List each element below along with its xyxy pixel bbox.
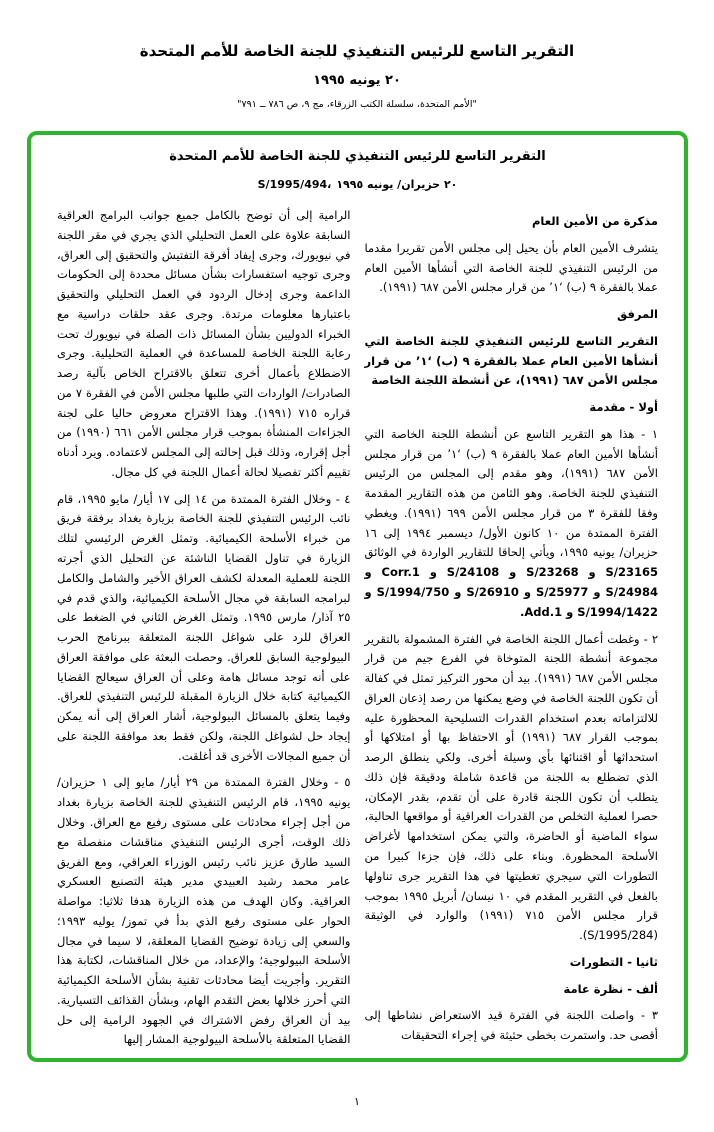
document-header [0,0,714,110]
paragraph-4: ٤ - وخلال الفترة الممتدة من ١٤ إلى ١٧ أيار/ مايو ١٩٩٥، قام نائب الرئيس التنفيذي للجنة الخاصة بزيارة بغداد برفقة فريق من خبراء الأسلحة الكيميائية. وتمثل الغرض الرئيسي لتلك الزيارة في تناول القضايا الناشئة عن التحليل الذي أجرته اللجنة للعملية المعدلة لكشف العراق الأخير والشامل والكامل لبرامجه السابقة في مجال الأسلحة الكيميائية، والذي قدم في ٢٥ آذار/ مارس ١٩٩٥. وتمثل الغرض الثاني في الضغط على العراق للرد على شواغل اللجنة المتعلقة ببرنامج الحرب البيولوجية السابق للعراق. وحصلت البعثة على موافقة العراق على أنه توجد مسائل هامة وعلى أن العراق سيعالج القضايا الكيميائية كتابة خلال الزيارة المقبلة للرئيس التنفيذي للعراق. وفيما يتعلق بالمسائل البيولوجية، أشار العراق إلى أنه يمكن إيجاد حل لشواغل اللجنة، ولكن فقط بعد موافقة اللجنة على أن جميع المجالات الأخرى قد أغلقت. [57,491,351,763]
columns [57,206,658,1057]
document-date: ٢٠ حزيران/ يونيه ١٩٩٥ [336,178,458,191]
heading-overview: ألف - نظرة عامة [563,981,658,996]
paragraph-3-continued: الرامية إلى أن توضح بالكامل جميع جوانب البرامج العراقية السابقة علاوة على العمل التحليلي الذي يجري في مقر اللجنة في نيويورك، وجرى إيفاد أفرقة التفتيش والتحقيق إلى العراق، وجرى توجيه استفسارات بشأن مسائل محددة إلى الحكومات الداعمة وجرى إدخال الردود في العمل التحليلي والتحقيق باعتبارها معلومات مرتدة. وجرى عقد حلقات دراسية مع الخبراء الدوليين بشأن المسائل ذات الصلة في نيويورك تحت رعاية اللجنة الخاصة للمساعدة في العملية التحليلية. وجرى الاضطلاع بأعمال أخرى تتعلق بالاقتراح الخاص بآلية رصد الصادرات/ الواردات التي طلبها مجلس الأمن في الفقرة ٧ من قراره ٧١٥ (١٩٩١). وهذا الاقتراح معروض حاليا على لجنة الجزاءات المنشأة بموجب قرار مجلس الأمن ٦٦١ (١٩٩٠) من أجل إقراره، وذلك قبل إحالته إلى المجلس لاعتماده. ويرد أدناه تقييم أكثر تفصيلا لحالة أعمال اللجنة في كل مجال. [57,208,351,479]
paragraph-2: ٢ - وغطت أعمال اللجنة الخاصة في الفترة المشمولة بالتقرير مجموعة أنشطة اللجنة المتوخاة في الفرع جيم من قرار مجلس الأمن ٦٨٧ (١٩٩١). بيد أن محور التركيز تمثل في كفالة أن تكون اللجنة الخاصة في وضع يمكنها من رصد إذعان العراق للالتزاماته بعدم استخدام القدرات التسليحية المحظورة عليه بموجب القرار ٦٨٧ (١٩٩١) أو الاحتفاظ بها أو امتلاكها أو استحداثها أو اقتنائها بأي وسيلة أخرى. ولكي ينطلق الرصد الذي تضطلع به اللجنة من قاعدة شاملة ودقيقة فإن ذلك يتطلب أن تكون اللجنة قادرة على أن تقدم، بقدر الإمكان، حصرا لعملية التخلص من القدرات العراقية أو مواقعها الحالية، سواء الماضية أو الحاضرة، والتي يمكن استخدامها لأغراض الأسلحة المحظورة. وبناء على ذلك، فإن جزءا كبيرا من التطورات التي سيجري تغطيتها في هذا التقرير جرى تناولها بالفعل في التقرير المقدم في ١٠ نيسان/ أبريل ١٩٩٥ بموجب قرار مجلس الأمن ٧١٥ (١٩٩١) والوارد في الوثيقة (S/1995/284). [364,631,658,943]
heading-note-sg: مذكرة من الأمين العام [531,214,658,228]
annex-title-paragraph: التقرير التاسع للرئيس التنفيذي للجنة الخاصة التي أنشأها الأمين العام عملا بالفقرة ٩ (ب) ‘١’ من قرار مجلس الأمن ٦٨٧ (١٩٩١)، عن أنشطة اللجنة الخاصة [364,333,658,388]
note-paragraph: يتشرف الأمين العام بأن يحيل إلى مجلس الأمن تقريرا مقدما من الرئيس التنفيذي للجنة الخاصة التي أنشأها الأمين العام عملا بالفقرة ٩ (ب) ‘١’ من قرار مجلس الأمن ٦٨٧ (١٩٩١). [364,240,658,295]
document-symbol: S/1995/494، [257,178,332,191]
paragraph-1-symbols: S/23165 و S/23268 و S/24108 و Corr.1 و S/24984 و S/25977 و S/26910 و S/1994/750 و S/1994/1422 و Add.1. [364,565,659,619]
paragraph-3: ٣ - واصلت اللجنة في الفترة قيد الاستعراض نشاطها إلى أقصى حد. واستمرت بخطى حثيثة في إجراء التحقيقات [364,1008,658,1043]
heading-intro: أولا - مقدمة [589,400,658,415]
document-frame [27,131,688,1062]
paragraph-1 [365,425,659,623]
column-right [365,206,659,1057]
page-title: التقرير التاسع للرئيس التنفيذي للجنة الخاصة للأمم المتحدة [139,42,575,60]
page-number: ١ [354,1095,360,1108]
column-left [57,206,351,1057]
header-source-line: "الأمم المتحدة، سلسلة الكتب الزرقاء، مج ٩، ص ٧٨٦ ــ ٧٩١" [237,99,477,110]
document-symbol-line [57,178,658,191]
heading-developments: ثانيا - التطورات [569,954,658,969]
document-title: التقرير التاسع للرئيس التنفيذي للجنة الخاصة للأمم المتحدة [169,149,546,164]
paragraph-5: ٥ - وخلال الفترة الممتدة من ٢٩ أيار/ مايو إلى ١ حزيران/ يونيه ١٩٩٥، قام الرئيس التنفيذي للجنة الخاصة بزيارة بغداد من أجل إجراء محادثات على مستوى رفيع مع العراق. وخلال ذلك الوقت، أجرى الرئيس التنفيذي مناقشات منفصلة مع السيد طارق عزيز نائب رئيس الوزراء العراقي، ومع الفريق عامر محمد رشيد العبيدي مدير هيئة التصنيع العسكري العراقية. وكان الهدف من هذه الزيارة هدفا ثلاثيا: مواصلة الحوار على مستوى رفيع الذي بدأ في تموز/ يوليه ١٩٩٣؛ والسعي إلى زيادة توضيح القضايا المعلقة، لا سيما في مجال الأسلحة البيولوجية؛ والإعداد، من خلال المناقشات، لكتابة هذا التقرير. وأجريت أيضا محادثات تقنية بشأن الأسلحة الكيميائية التي أحرز خلالها بعض التقدم الهام، وبشأن القذائف التسيارية. بيد أن العراق رفض الاشتراك في الجهود الرامية إلى حل القضايا المتعلقة بالأسلحة البيولوجية المشار إليها [57,775,351,1047]
heading-annex: المرفق [616,307,658,322]
paragraph-1-text: ١ - هذا هو التقرير التاسع عن أنشطة اللجنة الخاصة التي أنشأها الأمين العام عملا بالفقرة ٩ (ب) ‘١’ من قرار مجلس الأمن ٦٨٧ (١٩٩١)، وهو مقدم إلى المجلس من الرئيس التنفيذي للجنة الخاصة. وهو الثامن من هذه التقارير المقدمة وفقا للفقرة ٣ من قرار مجلس الأمن ٦٩٩ (١٩٩١). ويغطي الفترة الممتدة من ١٠ كانون الأول/ ديسمبر ١٩٩٤ إلى ١٦ حزيران/ يونيه ١٩٩٥، ويأتي إلحاقا للتقارير الواردة في الوثائق [364,426,658,560]
header-date: ٢٠ يونيه ١٩٩٥ [313,73,401,88]
